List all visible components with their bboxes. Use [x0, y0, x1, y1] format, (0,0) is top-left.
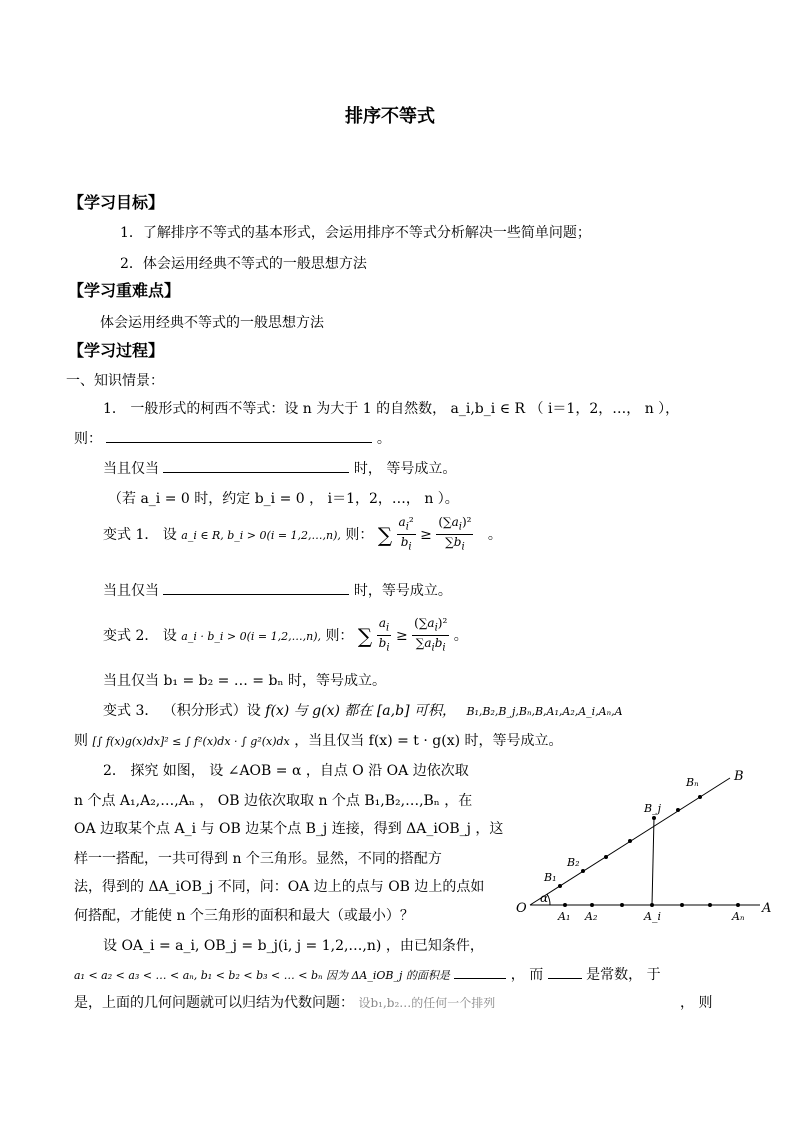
- answer-blank-2[interactable]: [163, 458, 349, 473]
- sum-symbol: ∑: [377, 522, 393, 547]
- label-o: O: [516, 901, 527, 916]
- point-b1: [558, 884, 562, 888]
- answer-blank-constant[interactable]: [548, 964, 582, 979]
- label-an: Aₙ: [732, 910, 745, 923]
- last-suffix: ， 则: [680, 995, 713, 1011]
- equality-prefix-2: 当且仅当: [103, 583, 159, 599]
- explore-line-6: 何搭配，才能使 n 个三角形的面积和最大（或最小）？: [74, 908, 414, 924]
- section-process-heading: 【学习过程】: [68, 341, 165, 360]
- label-ai: A_i: [644, 910, 661, 923]
- variant1-right-fraction: $\frac{(\sum a_i)^2}{\sum b_i}$: [438, 515, 472, 553]
- explore-line-5: 法，得到的 ΔA_iOB_j 不同，问：OA 边上的点与 OB 边上的点如: [74, 879, 485, 895]
- variant3-formula-line: [74, 730, 563, 750]
- label-b2: B₂: [567, 856, 580, 869]
- chain-prefix: a₁ < a₂ < a₃ < … < aₙ, b₁ < b₂ < b₃ < … < bₙ 因为 ΔA_iOB_j 的面积是: [74, 969, 450, 982]
- explore-line-3: OA 边取某个点 A_i 与 OB 边某个点 B_j 连接，得到 ΔA_iOB_j ，这: [74, 821, 504, 837]
- knowledge-heading: 一、知识情景：: [66, 373, 164, 389]
- variant2-condition: a_i · b_i > 0(i = 1,2,…,n),: [181, 629, 321, 643]
- geq-symbol-2: ≥: [395, 627, 408, 644]
- variant2-then: 则：: [325, 627, 354, 644]
- variant1-then: 则：: [345, 526, 374, 543]
- variant3-label: 变式 3． （积分形式）设: [103, 703, 261, 719]
- point: [620, 903, 624, 907]
- label-bn: Bₙ: [686, 776, 699, 789]
- cauchy-item: 1． 一般形式的柯西不等式：设 n 为大于 1 的自然数， a_i,b_i ∈ R （ i＝1，2，…， n ），: [103, 401, 680, 417]
- point-b2: [581, 869, 585, 873]
- label-alpha: α: [540, 891, 549, 905]
- last-line: [74, 992, 495, 1012]
- point: [676, 808, 680, 812]
- point-a1: [563, 903, 567, 907]
- variant2-equality: 当且仅当 b₁ = b₂ = … = bₙ 时，等号成立。: [103, 673, 386, 689]
- chain-suffix: 是常数， 于: [586, 967, 661, 983]
- label-b1: B₁: [544, 871, 557, 884]
- variant3-text: f(x) 与 g(x) 都在 [a,b] 可积，: [265, 703, 456, 719]
- label-a1: A₁: [558, 910, 571, 923]
- answer-blank-area[interactable]: [454, 964, 506, 979]
- equality-prefix-1: 当且仅当: [103, 461, 159, 477]
- variant1-condition: a_i ∈ R, b_i > 0(i = 1,2,…,n),: [181, 528, 341, 542]
- angle-figure: [510, 760, 780, 930]
- last-overlay: 设b₁,b₂…的任何一个排列: [358, 996, 496, 1010]
- variant2-label: 变式 2． 设: [103, 627, 177, 644]
- explore-line-1: 2． 探究 如图， 设 ∠AOB = α ，自点 O 沿 OA 边依次取: [103, 763, 469, 779]
- label-b: B: [734, 769, 744, 784]
- variant3-points: B₁,B₂,B_j,Bₙ,B,A₁,A₂,A_i,Aₙ,A: [466, 705, 623, 718]
- key-point-text: 体会运用经典不等式的一般思想方法: [100, 315, 324, 331]
- point-an: [736, 903, 740, 907]
- equality-suffix-2: 时，等号成立。: [353, 583, 452, 599]
- explore-line-4: 样一一搭配，一共可得到 n 个三角形。显然，不同的搭配方: [74, 851, 442, 867]
- label-bj: B_j: [644, 802, 661, 815]
- then-label: 则：: [74, 431, 102, 447]
- label-a: A: [762, 901, 772, 916]
- variant3-line: [103, 700, 623, 720]
- point: [708, 903, 712, 907]
- last-prefix: 是，上面的几何问题就可以归结为代数问题：: [74, 995, 354, 1011]
- equality-suffix-1: 时， 等号成立。: [353, 461, 457, 477]
- point-ai: [650, 903, 654, 907]
- answer-blank-3[interactable]: [163, 580, 349, 595]
- variant3-equality: ，当且仅当 f(x) = t · g(x) 时，等号成立。: [294, 733, 563, 749]
- variant1-label: 变式 1． 设: [103, 526, 177, 543]
- goal-item-1: 1．了解排序不等式的基本形式，会运用排序不等式分析解决一些简单问题；: [120, 225, 591, 241]
- variant1-period: 。: [487, 526, 502, 543]
- point: [604, 855, 608, 859]
- sum-symbol-2: ∑: [357, 623, 373, 648]
- geq-symbol: ≥: [420, 526, 432, 543]
- section-goals-heading: 【学习目标】: [68, 193, 165, 212]
- answer-blank-1[interactable]: [106, 428, 372, 443]
- equality-line-1: [103, 458, 456, 478]
- convention-line: （若 a_i = 0 时，约定 b_i = 0 ， i＝1，2，…， n ）。: [108, 491, 459, 507]
- chain-line: [74, 964, 661, 984]
- variant2-line: [103, 616, 468, 656]
- variant2-left-fraction: $\frac{a_i}{b_i}$: [378, 616, 390, 654]
- setup-line: 设 OA_i = a_i, OB_j = b_j(i, j = 1,2,…,n) ，由已知条件，: [103, 938, 484, 954]
- equality-line-2: [103, 580, 452, 600]
- segment-ai-bj: [652, 818, 654, 905]
- variant2-right-fraction: $\frac{(\sum a_i)^2}{\sum a_ib_i}$: [414, 616, 448, 654]
- variant3-then: 则: [74, 733, 88, 749]
- chain-mid: ， 而: [510, 967, 544, 983]
- goal-item-2: 2．体会运用经典不等式的一般思想方法: [120, 256, 367, 272]
- cauchy-then-line: [74, 428, 391, 448]
- point: [680, 903, 684, 907]
- label-a2: A₂: [585, 910, 598, 923]
- period: 。: [376, 431, 391, 447]
- section-keypoints-heading: 【学习重难点】: [68, 281, 181, 300]
- point-a2: [590, 903, 594, 907]
- variant1-left-fraction: $\frac{a_i^2}{b_i}$: [398, 515, 414, 553]
- point-bj: [652, 816, 656, 820]
- point: [628, 839, 632, 843]
- point-bn: [698, 795, 702, 799]
- explore-line-2: n 个点 A₁,A₂,…,Aₙ ， OB 边依次取取 n 个点 B₁,B₂,…,Bₙ ，在: [74, 793, 473, 809]
- page-title: 排序不等式: [345, 106, 435, 127]
- variant3-formula: [∫ f(x)g(x)dx]² ≤ ∫ f²(x)dx · ∫ g²(x)dx: [92, 735, 290, 748]
- variant1-line: [103, 515, 502, 555]
- variant2-period: 。: [453, 627, 468, 644]
